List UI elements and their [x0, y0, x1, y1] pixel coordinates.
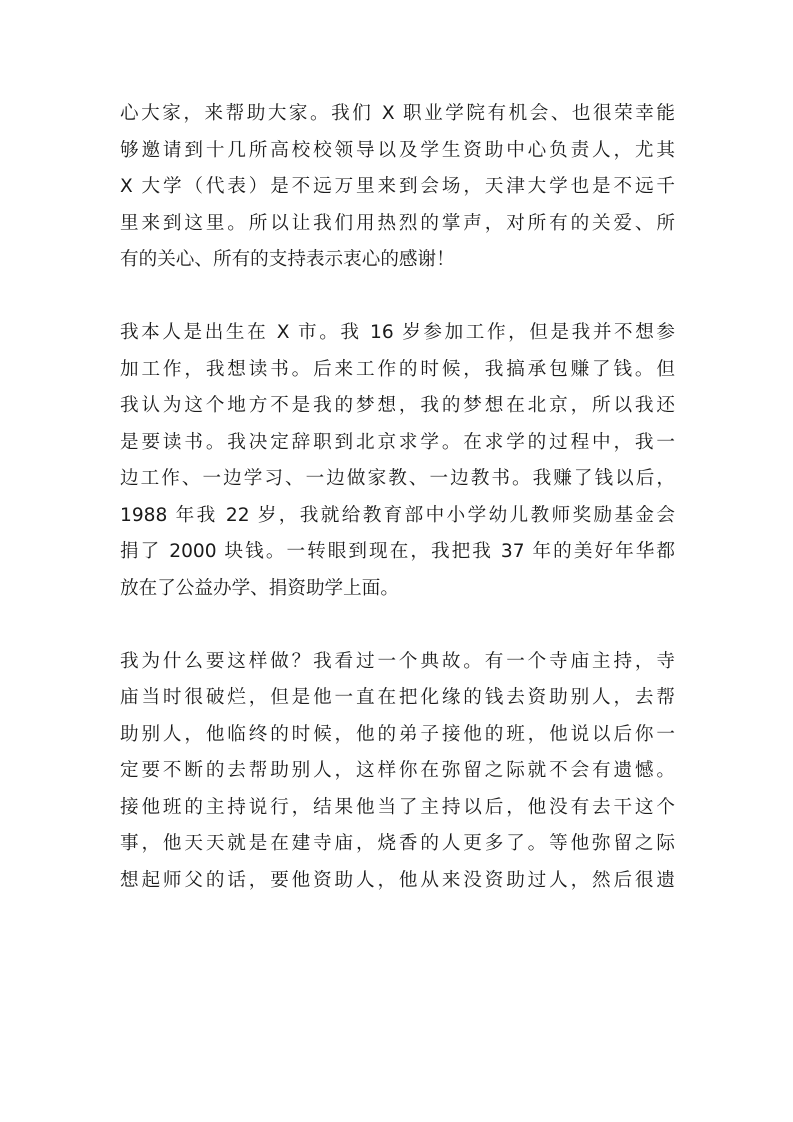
text-line: 是要读书。我决定辞职到北京求学。在求学的过程中，我一: [120, 431, 675, 453]
text-line: 助别人，他临终的时候，他的弟子接他的班，他说以后你一: [120, 723, 675, 745]
text-line: 捐了 2000 块钱。一转眼到现在，我把我 37 年的美好年华都: [120, 541, 675, 562]
paragraph-spacer: [120, 279, 675, 316]
text-line: X 大学（代表）是不远万里来到会场，天津大学也是不远千: [120, 176, 675, 197]
text-line: 事，他天天就是在建寺庙，烧香的人更多了。等他弥留之际: [120, 833, 675, 854]
text-line: 定要不断的去帮助别人，这样你在弥留之际就不会有遗憾。: [120, 760, 675, 781]
text-line: 我认为这个地方不是我的梦想，我的梦想在北京，所以我还: [120, 395, 675, 416]
text-line: 加工作，我想读书。后来工作的时候，我搞承包赚了钱。但: [120, 358, 675, 380]
text-line: 庙当时很破烂，但是他一直在把化缘的钱去资助别人，去帮: [120, 687, 675, 708]
document-body: [120, 96, 675, 899]
text-line: 1988 年我 22 岁，我就给教育部中小学幼儿教师奖励基金会: [120, 504, 675, 526]
paragraph-1: [120, 96, 675, 279]
text-line: 有的关心、所有的支持表示衷心的感谢！: [120, 249, 455, 270]
text-line: 里来到这里。所以让我们用热烈的掌声，对所有的关爱、所: [120, 212, 675, 234]
paragraph-spacer: [120, 607, 675, 644]
text-line: 心大家，来帮助大家。我们 X 职业学院有机会、也很荣幸能: [120, 103, 675, 124]
text-line: 我本人是出生在 X 市。我 16 岁参加工作，但是我并不想参: [120, 322, 675, 343]
text-line: 想起师父的话，要他资助人，他从来没资助过人，然后很遗: [120, 869, 675, 891]
text-line: 我为什么要这样做？我看过一个典故。有一个寺庙主持，寺: [120, 650, 675, 672]
paragraph-3: [120, 644, 675, 900]
paragraph-2: [120, 315, 675, 607]
text-line: 边工作、一边学习、一边做家教、一边教书。我赚了钱以后，: [120, 468, 675, 489]
text-line: 接他班的主持说行，结果他当了主持以后，他没有去干这个: [120, 796, 675, 818]
text-line: 放在了公益办学、捐资助学上面。: [120, 577, 399, 599]
text-line: 够邀请到十几所高校校领导以及学生资助中心负责人，尤其: [120, 139, 675, 161]
